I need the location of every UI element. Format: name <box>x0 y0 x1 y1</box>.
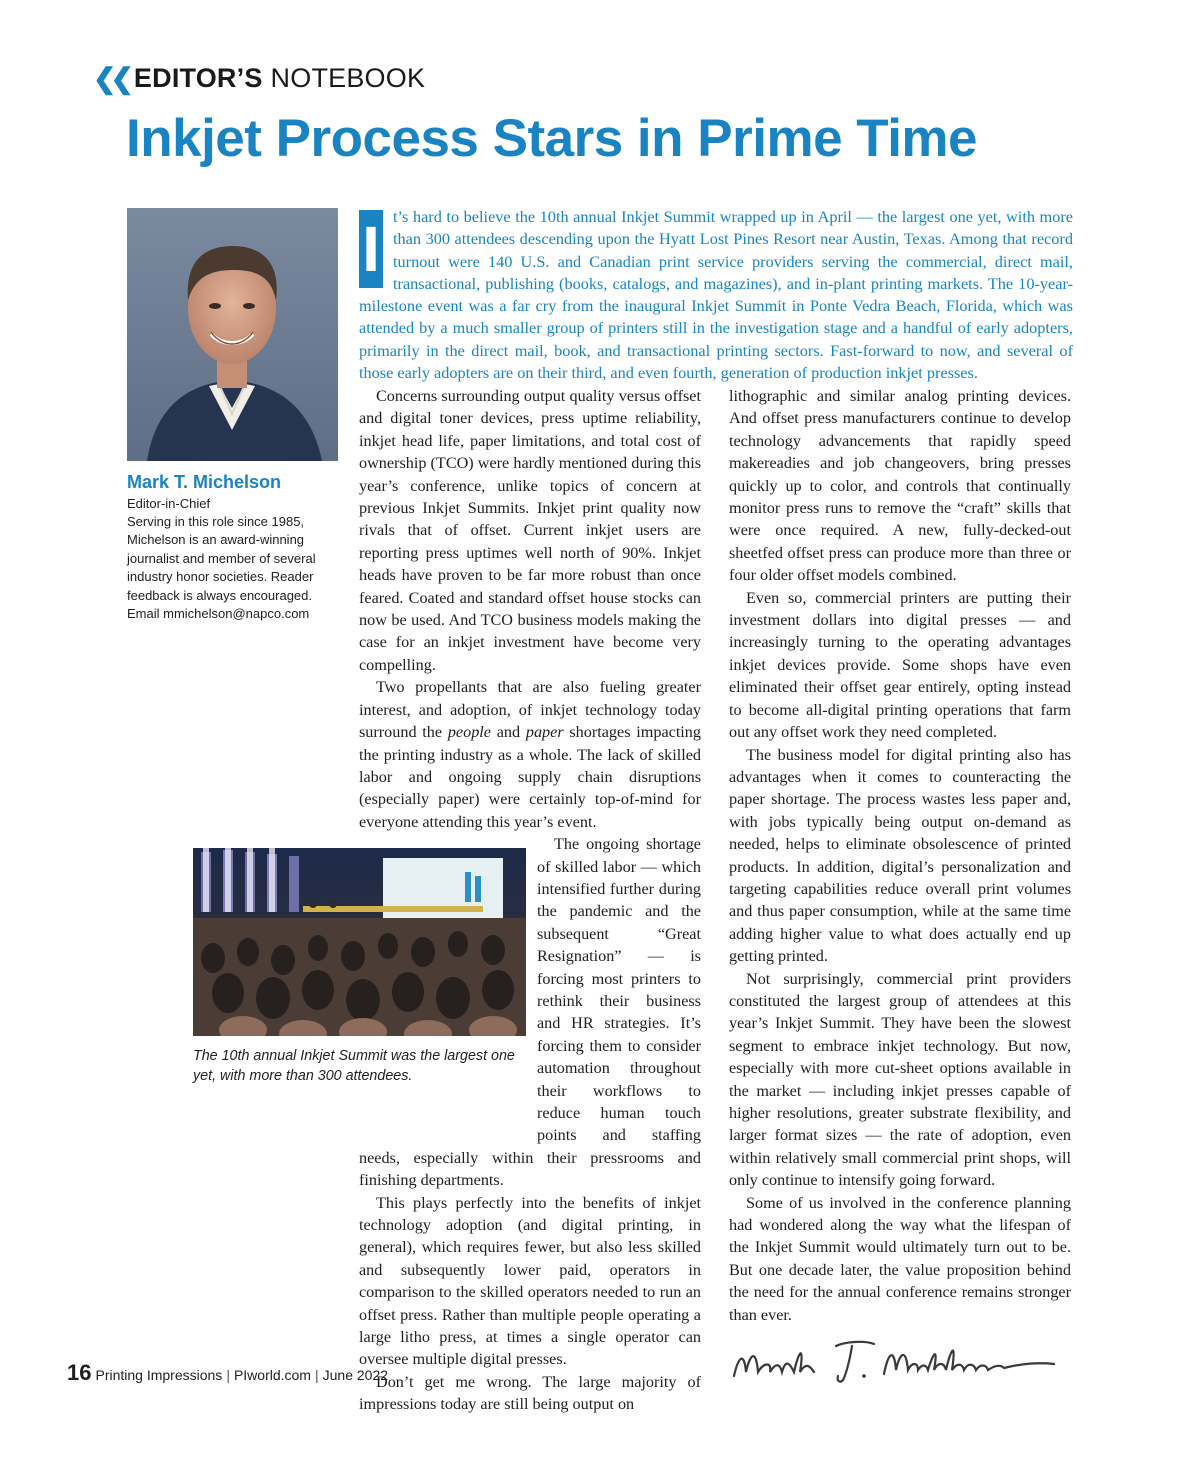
page-footer <box>67 1360 388 1386</box>
section-label-strong: EDITOR’S <box>133 62 263 93</box>
publication-site: PIworld.com <box>233 1367 311 1383</box>
intro-paragraph <box>359 206 1073 384</box>
event-photo <box>193 848 526 1036</box>
section-label-rest: NOTEBOOK <box>270 62 426 93</box>
body-paragraph: This plays perfectly into the benefits of inkjet technology adoption (and digital printing, in general), which requires fewer, but also less skilled and subsequently lower paid, operators in comparison to the skilled operators needed to run an offset press. Rather than multiple people operating a large litho press, at times a single operator can oversee multiple digital presses. <box>359 1193 701 1369</box>
author-name: Mark T. Michelson <box>127 472 282 492</box>
body-paragraph: Even so, commercial printers are putting their investment dollars into digital presses — and increasingly turning to the operating advantages inkjet devices provide. Some shops have even eliminated their offset gear entirely, opting instead to become all-digital printing operations that farm out any offset work they need completed. <box>729 588 1071 742</box>
body-paragraph <box>359 676 701 833</box>
publication-name: Printing Impressions <box>95 1367 223 1383</box>
photo-caption: The 10th annual Inkjet Summit was the largest one yet, with more than 300 attendees. <box>193 1048 515 1084</box>
page-title: Inkjet Process Stars in Prime Time <box>126 109 978 168</box>
body-paragraph: Some of us involved in the conference planning had wondered along the way what the lifespan of the Inkjet Summit would ultimately turn out to be. But one decade later, the value proposition behind the need for the annual conference remains stronger than ever. <box>729 1193 1071 1324</box>
page-number: 16 <box>67 1360 92 1385</box>
emphasis-paper: paper <box>525 723 564 742</box>
emphasis-people: people <box>447 723 491 742</box>
body-paragraph: Concerns surrounding output quality versus offset and digital toner devices, press uptime reliability, inkjet head life, paper limitations, and total cost of ownership (TCO) were hardly mentioned during this year’s conference, unlike topics of concern at previous Inkjet Summits. Inkjet print quality now rivals that of offset. Current inkjet users are reporting press uptimes well north of 90%. Inkjet heads have proven to be far more robust than once feared. Coated and standard offset house stocks can now be used. And TCO business models making the case for an inkjet investment have become very compelling. <box>359 387 701 674</box>
body-paragraph: lithographic and similar analog printing devices. And offset press manufacturers continue to develop technology advancements that rapidly speed makereadies and job changeovers, bring presses quickly up to color, and controls that continually monitor press runs to remove the “craft” skills that were once required. A new, fully-decked-out sheetfed offset press can produce more than three or four older offset models combined. <box>729 387 1071 585</box>
article-column-2 <box>729 385 1071 1326</box>
section-label <box>93 60 425 96</box>
double-chevron-left-icon: ❮❮ <box>93 62 128 94</box>
footer-separator: | <box>226 1367 230 1383</box>
body-paragraph: The ongoing shortage of skilled labor — which intensified further during the pandemic and the subsequent “Great Resignation” — is forcing most printers to rethink their business and HR strategies. It’s forcing them to consider automation throughout their workflows to reduce human touch points and staffing needs, especially within their pressrooms and finishing departments. <box>359 835 701 1190</box>
intro-text: t’s hard to believe the 10th annual Inkjet Summit wrapped up in April — the largest one yet, with more than 300 attendees descending upon the Hyatt Lost Pines Resort near Austin, Texas. Among that record turnout were 140 U.S. and Canadian print service providers serving the commercial, direct mail, transactional, publishing (books, catalogs, and magazines), and in-plant printing markets. The 10-year-milestone event was a far cry from the inaugural Inkjet Summit in Ponte Vedra Beach, Florida, which was attended by a much smaller group of printers still in the investigation stage and a handful of early adopters, primarily in the direct mail, book, and transactional printing sectors. Fast-forward to now, and several of those early adopters are on their third, and even fourth, generation of production inkjet presses. <box>359 207 1073 383</box>
author-portrait <box>127 208 338 461</box>
drop-cap: I <box>359 210 383 288</box>
issue-date: June 2022 <box>322 1367 389 1383</box>
author-title: Editor-in-Chief <box>127 496 211 511</box>
signature <box>724 1328 1064 1398</box>
body-paragraph: Don’t get me wrong. The large majority of impressions today are still being output on <box>359 1372 701 1414</box>
text-run: and <box>490 723 526 742</box>
footer-separator: | <box>314 1367 319 1383</box>
author-bio: Serving in this role since 1985, Michelson is an award-winning journalist and member of several industry honor societies. Reader feedback is always encouraged. Email mmichelson@napco.com <box>127 514 316 622</box>
body-paragraph: Not surprisingly, commercial print providers constituted the largest group of attendees at this year’s Inkjet Summit. They have been the slowest segment to embrace inkjet technology. But now, especially with more cut-sheet options available in the market — including inkjet presses capable of higher resolutions, greater substrate flexibility, and larger format sizes — the rate of adoption, even within relatively small commercial print shops, will only continue to intensify going forward. <box>729 969 1071 1190</box>
body-paragraph: The business model for digital printing also has advantages when it comes to counteracting the paper shortage. The process wastes less paper and, with jobs typically being output on-demand as needed, helps to eliminate obsolescence of printed products. In addition, digital’s personalization and targeting capabilities reduce overall print volumes and thus paper consumption, while at the same time adding higher value to what does actually end up getting printed. <box>729 745 1071 966</box>
text-run: shortages impacting the printing industry as a whole. The lack of skilled labor and ongoing supply chain disruptions (especially paper) were certainly top-of-mind for everyone attending this year’s event. <box>359 723 701 831</box>
text-run: Two propellants that are also fueling greater interest, and adoption, of inkjet technology today surround the <box>359 678 701 742</box>
